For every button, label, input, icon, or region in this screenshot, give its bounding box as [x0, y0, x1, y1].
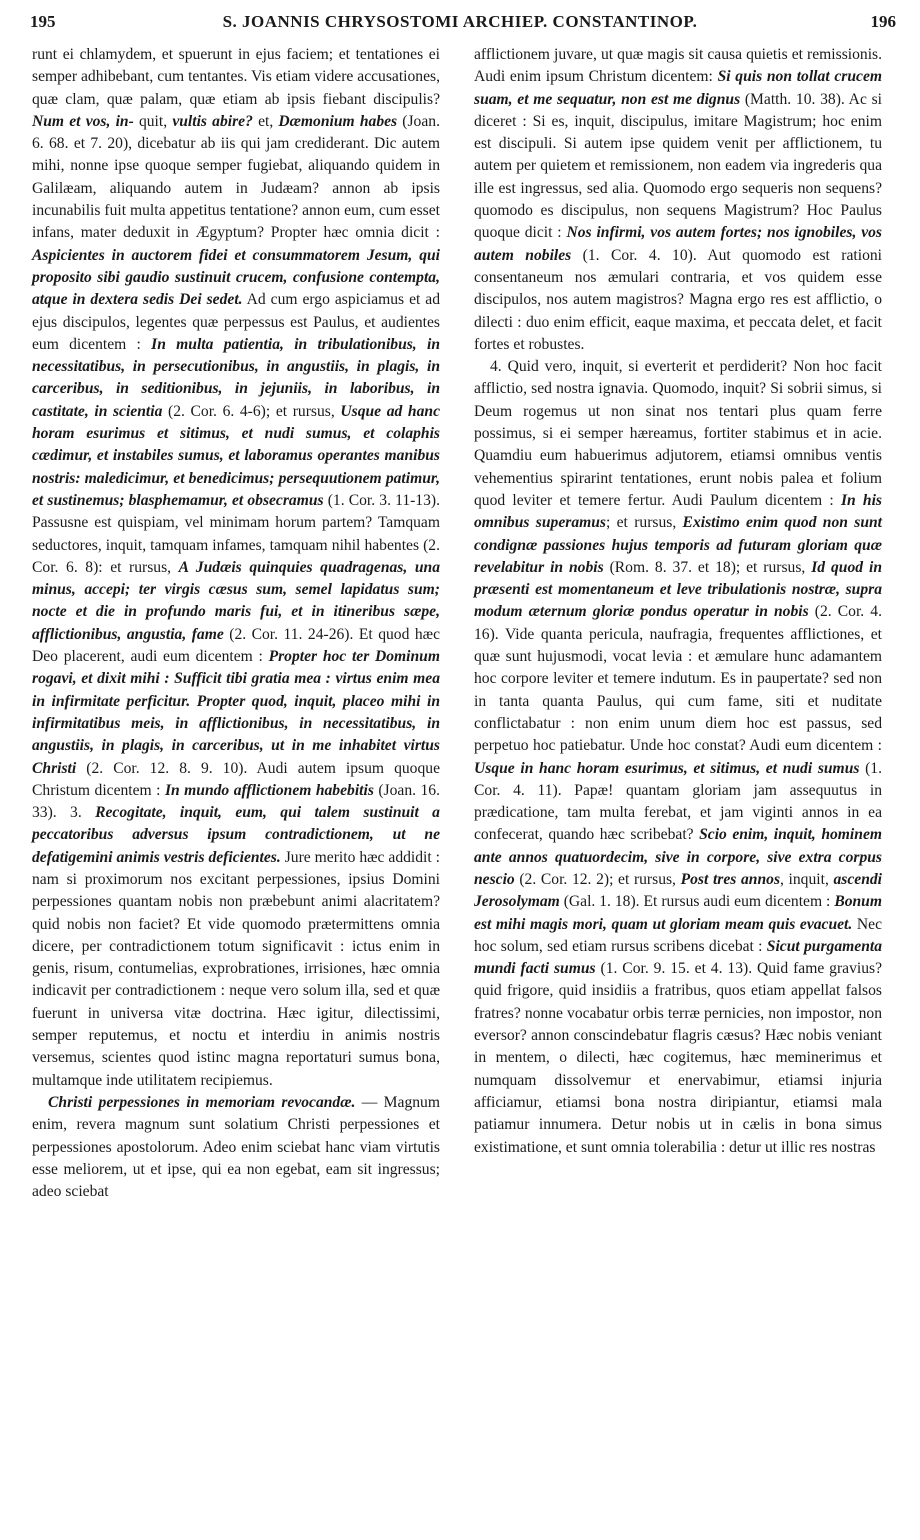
italic-text-run: Post tres annos	[680, 870, 781, 888]
italic-text-run: Bonum est mihi magis mori, quam ut gloriam meam quis evacuet.	[474, 893, 882, 933]
paragraph-section-4	[474, 356, 882, 1159]
text-run: (1. Cor. 4. 11). Papæ! quantam gloriam jam assequutus in prædicatione, tam multa ferebat, et jam viginti annos in ea confecerat, quando hæc scribebat?	[474, 759, 882, 844]
italic-text-run: In his omnibus superamus	[474, 491, 883, 532]
italic-text-run: In mundo afflictionem habebitis	[164, 781, 374, 799]
text-run: (2. Cor. 11. 24-26). Et quod hæc Deo placerent, audi eum dicentem :	[32, 625, 440, 666]
italic-text-run: Usque in hanc horam esurimus, et sitimus, et nudi sumus	[474, 759, 860, 777]
italic-text-run: ascendi Jerosolymam	[474, 870, 882, 911]
text-run: Jure merito hæc addidit : nam si proximorum nos excitant perpessiones, ipsius Domini perpessiones quantam nobis non præbebunt animi alacritatem? quid nobis non faciet? Et vide quomodo prætermittens omnia dicere, per contradictionem totum significavit : ictus enim in genis, risum, contumelias, exprobrationes, irrisiones, hæc omnia indicavit per contradictionem : neque vero solum illa, sed et quæ fuerunt in universa vitæ doctrina. Hæc igitur, dilectissimi, semper reputemus, et noctu et interdiu in animis nostris versemus, scientes quod istinc magna reportaturi sumus bona, multamque inde utilitatem recipiemus.	[32, 848, 441, 1089]
italic-text-run: Id quod in præsenti est momentaneum et leve tribulationis nostræ, supra modum æternum gloriæ pondus operatur in nobis	[474, 558, 882, 621]
text-run: (2. Cor. 12. 2); et rursus,	[514, 870, 681, 888]
text-run: (1. Cor. 4. 10). Aut quomodo est rationi consentaneum nos æmulari contraria, et vos quidem esse discipulos, nos autem magistros? Magna ergo res est afflictio, o dilecti : duo enim efficit, eaque maxima, et peccata delet, et facit fortes et robustes.	[474, 246, 883, 353]
italic-text-run: Christi perpessiones in memoriam revocandæ.	[48, 1093, 356, 1111]
text-column-right	[474, 44, 882, 1159]
italic-text-run: Usque ad hanc horam esurimus et sitimus, et nudi sumus, et colaphis cædimur, et instabiles sumus, et laboramus operantes manibus nostris: maledicimur, et benedicimus; persequutionem patimur, et sustinemus; blasphemamur, et obsecramus	[32, 402, 440, 509]
running-title: S. JOANNIS CHRYSOSTOMI ARCHIEP. CONSTANTINOP.	[222, 12, 698, 31]
italic-text-run: In multa patientia, in tribulationibus, in necessitatibus, in persecutionibus, in angustiis, in plagis, in carceribus, in seditionibus, in jejuniis, in laboribus, in castitate, in scientia	[32, 335, 440, 420]
text-run: (2. Cor. 4. 16). Vide quanta pericula, naufragia, frequentes afflictiones, et quæ sunt hujusmodi, vocat levia : et æmulare hunc adamantem hoc corpore leviter et temere indutum. Es in paupertate? sed non in tanta quanta Paulus, qui cum fame, siti et nuditate conflictabatur : non enim unum diem hoc est passus, sed perpetuo hoc patiebatur. Unde hoc constat? Audi eum dicentem :	[474, 603, 882, 755]
text-run: (Rom. 8. 37. et 18); et rursus,	[603, 558, 812, 576]
text-run: (Gal. 1. 18). Et rursus audi eum dicentem :	[559, 893, 835, 911]
paragraph-christi-perpessiones	[32, 1092, 440, 1203]
italic-text-run: vultis abire?	[172, 112, 253, 130]
text-run: (2. Cor. 12. 8. 9. 10). Audi autem ipsum quoque Christum dicentem :	[32, 759, 440, 799]
italic-text-run: Nos infirmi, vos autem fortes; nos ignobiles, vos autem nobiles	[474, 224, 882, 264]
text-run: (2. Cor. 6. 4-6); et rursus,	[162, 402, 341, 420]
paragraph	[474, 44, 882, 356]
page-number-left: 195	[30, 12, 56, 31]
italic-text-run: Sicut purgamenta mundi facti sumus	[474, 937, 882, 978]
paragraph	[32, 44, 440, 1092]
text-run: et,	[252, 112, 279, 130]
text-run: runt ei chlamydem, et spuerunt in ejus faciem; et tentationes ei semper adhibebant, cum tentantes. Vis etiam videre accusationes, quæ clam, quæ palam, quæ etiam ab ipsis fiebant discipulis?	[32, 46, 440, 108]
italic-text-run: Aspicientes in auctorem fidei et consummatorem Jesum, qui proposito sibi gaudio sustinuit crucem, confusione contempta, atque in dextera sedis Dei sedet.	[32, 246, 440, 309]
italic-text-run: Recogitate, inquit, eum, qui talem sustinuit a peccatoribus adversus ipsum contradictionem, ut ne defatigemini animis vestris deficientes.	[32, 804, 440, 866]
italic-text-run: Propter hoc ter Dominum rogavi, et dixit mihi : Sufficit tibi gratia mea : virtus enim mea in infirmitate perficitur. Propter quod, inquit, placeo mihi in infirmitatibus meis, in afflictionibus, in necessitatibus, in angustiis, in plagis, in carceribus, ut in me inhabitet virtus Christi	[32, 648, 440, 777]
page-header	[0, 0, 920, 50]
text-column-left	[32, 44, 440, 1203]
italic-text-run: Existimo enim quod non sunt condignæ passiones hujus temporis ad futuram gloriam quæ revelabitur in nobis	[474, 514, 883, 576]
page-number-right: 196	[870, 12, 896, 31]
text-run: ; et rursus,	[605, 514, 683, 532]
text-run: Ad cum ergo aspiciamus et ad ejus discipulos, legentes quæ perpessus est Paulus, et audientes eum dicentem :	[32, 291, 440, 353]
text-run: Nec hoc solum, sed etiam rursus scribens dicebat :	[474, 915, 882, 955]
text-run: afflictionem juvare, ut quæ magis sit causa quietis et remissionis. Audi enim ipsum Christum dicentem:	[474, 46, 882, 86]
text-run: quit,	[133, 112, 173, 130]
text-run: , inquit,	[780, 870, 834, 888]
text-run: (Joan. 6. 68. et 7. 20), dicebatur ab iis qui jam crediderant. Dic autem mihi, nonne ipse quoque semper fugiebat, aliquando quidem in Galilæam, aliquando autem in Judæam? annon ab ipsis incunabilis fuit multa appetitus tentatione? annon eum, cum esset infans, mater deduxit in Ægyptum? Propter hæc omnia dicit :	[32, 112, 440, 242]
italic-text-run: Si quis non tollat crucem suam, et me sequatur, non est me dignus	[474, 68, 882, 108]
text-run: (Joan. 16. 33). 3.	[32, 781, 440, 822]
text-run: 4. Quid vero, inquit, si everterit et perdiderit? Non hoc facit afflictio, sed nostra ignavia. Quomodo, inquit? Si sobrii simus, si Deum rogemus ut non sinat nos tentari plus quam ferre possimus, si ei semper hæreamus, fortiter stabimus et in acie. Quamdiu eum habuerimus adjutorem, etiamsi omnibus ventis vehementius spirarint tentationes, erunt nobis palea et folium quod leviter et temere fertur. Audi Paulum dicentem :	[474, 358, 882, 509]
italic-text-run: Dæmonium habes	[278, 112, 398, 130]
text-run: (1. Cor. 3. 11-13). Passusne est quispiam, vel minimam horum partem? Tamquam seductores, inquit, tamquam infames, tamquam nihil habentes (2. Cor. 6. 8): et rursus,	[32, 491, 440, 576]
text-run: (1. Cor. 9. 15. et 4. 13). Quid fame gravius? quid frigore, quid insidiis a fratribus, quos etiam appellat falsos fratres? nonne vocabatur orbis terræ pernicies, non impostor, non eversor? annon conscindebatur flagris cæsus? Hæc nobis veniant in mentem, o dilecti, hæc cogitemus, hæc meminerimus et numquam dissolvemur et enervabimur, etiamsi injuria afficiamur, etiamsi bona nostra diripiantur, etiamsi mala patiamur innumera. Detur nobis ut in cælis in bona simus existimatione, et sunt omnia tolerabilia : detur ut illic res nostras	[474, 960, 882, 1156]
text-run: — Magnum enim, revera magnum sunt solatium Christi perpessiones et perpessiones apostolorum. Adeo enim sciebat hanc viam virtutis esse meliorem, ut et ipse, qui ea non egebat, eam sit ingressus; adeo sciebat	[32, 1093, 440, 1201]
text-run: (Matth. 10. 38). Ac si diceret : Si es, inquit, discipulus, imitare Magistrum; hoc enim est discipuli. Si autem ipse quidem venit per afflictionem, tu autem per quietem et remissionem, non eadem via ingrederis qua ille est ingressus, sed alia. Quomodo ergo sequeris non sequens? quomodo es discipulus, non sequens Magistrum? Hoc Paulus quoque dicit :	[474, 90, 882, 242]
italic-text-run: Num et vos, in-	[32, 112, 134, 130]
italic-text-run: A Judæis quinquies quadragenas, una minus, accepi; ter virgis cæsus sum, semel lapidatus sum; nocte et die in profundo maris fui, et in itineribus sæpe, afflictionibus, angustia, fame	[32, 558, 440, 643]
italic-text-run: Scio enim, inquit, hominem ante annos quatuordecim, sive in corpore, sive extra corpus nescio	[474, 826, 882, 888]
